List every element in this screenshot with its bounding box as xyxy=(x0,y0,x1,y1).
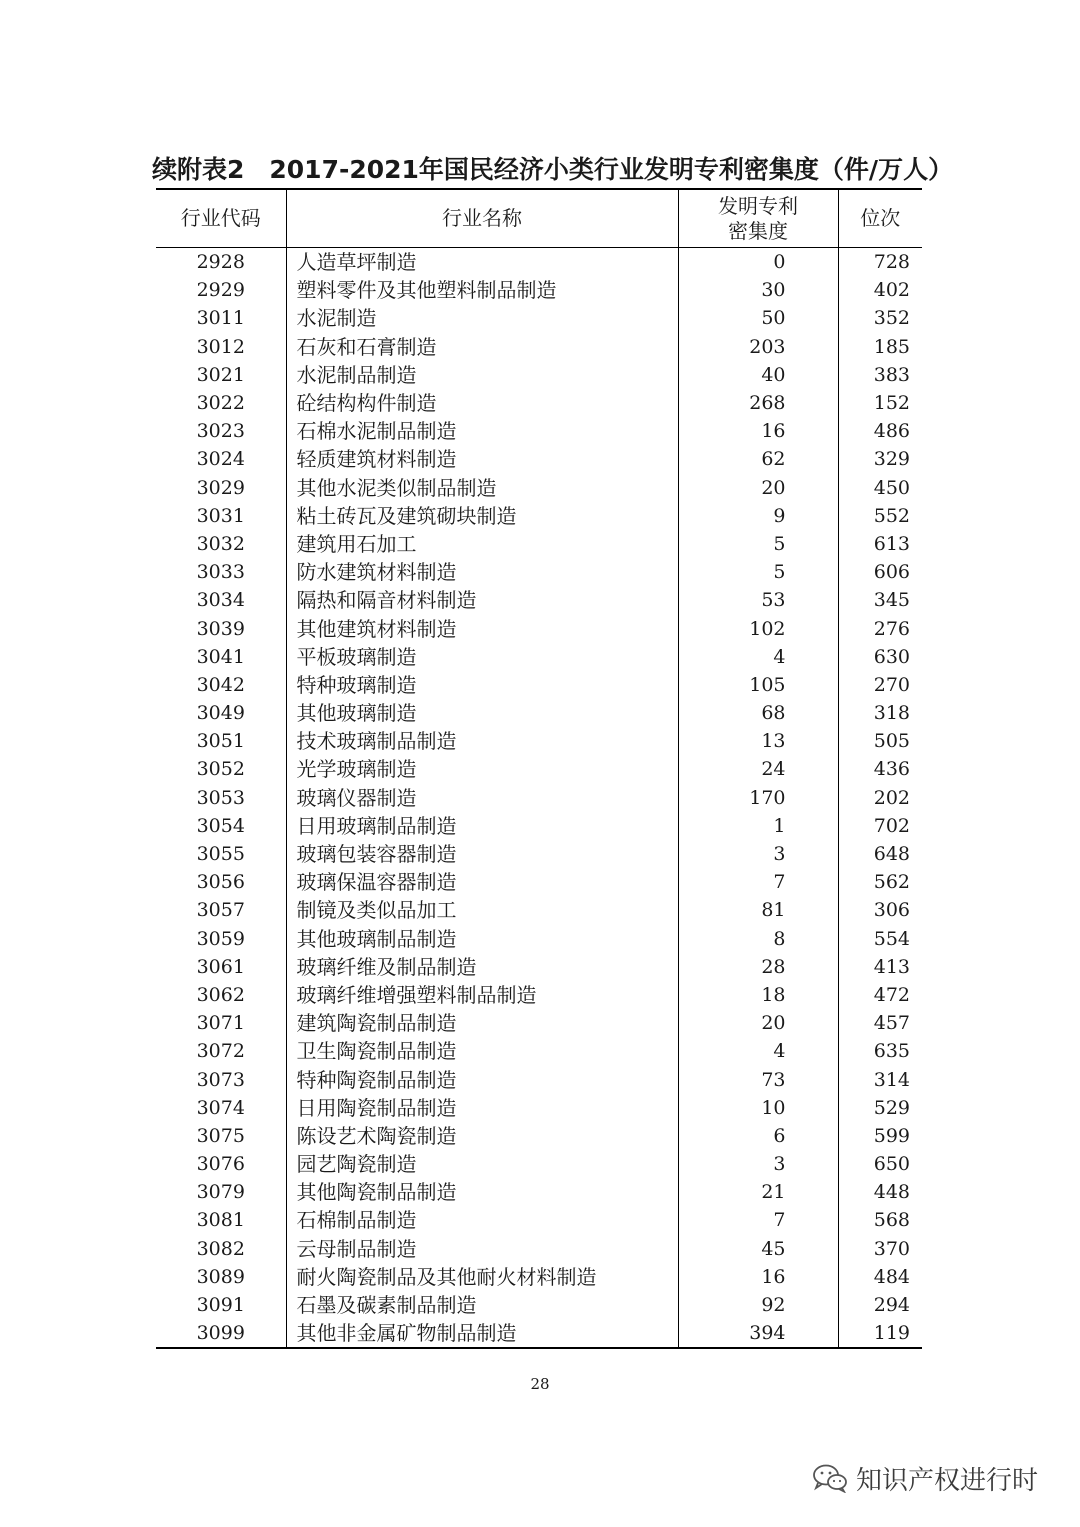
cell-code: 3075 xyxy=(196,1124,245,1147)
cell-code: 3022 xyxy=(196,392,245,415)
table-row xyxy=(156,896,922,924)
cell-code: 3021 xyxy=(196,363,245,386)
cell-name: 粘土砖瓦及建筑砌块制造 xyxy=(286,502,678,530)
cell-density: 3 xyxy=(678,840,838,868)
table-row xyxy=(156,304,922,332)
table-row xyxy=(156,812,922,840)
table-row xyxy=(156,614,922,642)
cell-density: 24 xyxy=(678,755,838,783)
cell-name: 技术玻璃制品制造 xyxy=(286,727,678,755)
cell-code: 2928 xyxy=(196,251,245,274)
cell-rank: 702 xyxy=(838,812,922,840)
cell-code: 3053 xyxy=(196,786,245,809)
cell-code: 3033 xyxy=(196,561,245,584)
cell-density: 268 xyxy=(678,389,838,417)
cell-density: 53 xyxy=(678,586,838,614)
cell-density: 13 xyxy=(678,727,838,755)
cell-rank: 294 xyxy=(838,1291,922,1319)
table-row xyxy=(156,981,922,1009)
cell-density: 16 xyxy=(678,417,838,445)
table-row xyxy=(156,389,922,417)
table-row xyxy=(156,333,922,361)
header-density-line2: 密集度 xyxy=(728,218,788,243)
cell-code: 3056 xyxy=(196,871,245,894)
cell-name: 人造草坪制造 xyxy=(286,248,678,277)
cell-code: 3081 xyxy=(196,1209,245,1232)
cell-rank: 562 xyxy=(838,868,922,896)
table-row xyxy=(156,840,922,868)
cell-name: 石棉制品制造 xyxy=(286,1206,678,1234)
cell-density: 20 xyxy=(678,474,838,502)
cell-name: 隔热和隔音材料制造 xyxy=(286,586,678,614)
cell-density: 5 xyxy=(678,530,838,558)
cell-code: 3082 xyxy=(196,1237,245,1260)
cell-density: 28 xyxy=(678,953,838,981)
table-row xyxy=(156,699,922,727)
cell-rank: 329 xyxy=(838,445,922,473)
table-row xyxy=(156,361,922,389)
cell-density: 4 xyxy=(678,643,838,671)
cell-name: 建筑用石加工 xyxy=(286,530,678,558)
cell-name: 日用陶瓷制品制造 xyxy=(286,1094,678,1122)
cell-rank: 314 xyxy=(838,1065,922,1093)
cell-name: 其他建筑材料制造 xyxy=(286,614,678,642)
cell-code: 3072 xyxy=(196,1040,245,1063)
cell-rank: 450 xyxy=(838,474,922,502)
cell-name: 塑料零件及其他塑料制品制造 xyxy=(286,276,678,304)
cell-name: 云母制品制造 xyxy=(286,1235,678,1263)
cell-density: 8 xyxy=(678,925,838,953)
cell-density: 16 xyxy=(678,1263,838,1291)
cell-name: 其他陶瓷制品制造 xyxy=(286,1178,678,1206)
cell-rank: 552 xyxy=(838,502,922,530)
cell-rank: 202 xyxy=(838,784,922,812)
cell-rank: 648 xyxy=(838,840,922,868)
cell-code: 3052 xyxy=(196,758,245,781)
cell-name: 玻璃保温容器制造 xyxy=(286,868,678,896)
cell-density: 203 xyxy=(678,333,838,361)
cell-code: 3039 xyxy=(196,617,245,640)
cell-name: 玻璃包装容器制造 xyxy=(286,840,678,868)
cell-rank: 505 xyxy=(838,727,922,755)
header-code: 行业代码 xyxy=(156,189,286,248)
watermark xyxy=(812,1458,1038,1498)
cell-code: 3042 xyxy=(196,673,245,696)
cell-name: 陈设艺术陶瓷制造 xyxy=(286,1122,678,1150)
cell-rank: 352 xyxy=(838,304,922,332)
table-row xyxy=(156,755,922,783)
cell-code: 3024 xyxy=(196,448,245,471)
table-row xyxy=(156,1037,922,1065)
cell-rank: 345 xyxy=(838,586,922,614)
cell-density: 10 xyxy=(678,1094,838,1122)
cell-code: 3071 xyxy=(196,1012,245,1035)
cell-density: 9 xyxy=(678,502,838,530)
cell-name: 耐火陶瓷制品及其他耐火材料制造 xyxy=(286,1263,678,1291)
header-row xyxy=(156,189,922,248)
cell-rank: 185 xyxy=(838,333,922,361)
cell-code: 3054 xyxy=(196,814,245,837)
cell-code: 3049 xyxy=(196,702,245,725)
table-row xyxy=(156,1291,922,1319)
cell-name: 轻质建筑材料制造 xyxy=(286,445,678,473)
cell-density: 40 xyxy=(678,361,838,389)
table-row xyxy=(156,1122,922,1150)
table-body xyxy=(156,248,922,1349)
cell-code: 3061 xyxy=(196,955,245,978)
cell-density: 50 xyxy=(678,304,838,332)
cell-name: 玻璃纤维增强塑料制品制造 xyxy=(286,981,678,1009)
cell-name: 石墨及碳素制品制造 xyxy=(286,1291,678,1319)
cell-name: 平板玻璃制造 xyxy=(286,643,678,671)
cell-rank: 306 xyxy=(838,896,922,924)
cell-code: 3029 xyxy=(196,476,245,499)
cell-name: 防水建筑材料制造 xyxy=(286,558,678,586)
cell-code: 3076 xyxy=(196,1153,245,1176)
header-density-line1: 发明专利 xyxy=(718,193,798,218)
cell-density: 170 xyxy=(678,784,838,812)
cell-rank: 318 xyxy=(838,699,922,727)
cell-name: 光学玻璃制造 xyxy=(286,755,678,783)
cell-density: 7 xyxy=(678,1206,838,1234)
table-row xyxy=(156,1065,922,1093)
cell-name: 特种陶瓷制品制造 xyxy=(286,1065,678,1093)
table-row xyxy=(156,1235,922,1263)
cell-density: 102 xyxy=(678,614,838,642)
cell-density: 21 xyxy=(678,1178,838,1206)
cell-rank: 635 xyxy=(838,1037,922,1065)
cell-density: 18 xyxy=(678,981,838,1009)
cell-rank: 119 xyxy=(838,1319,922,1348)
cell-density: 1 xyxy=(678,812,838,840)
cell-name: 其他玻璃制品制造 xyxy=(286,925,678,953)
cell-name: 卫生陶瓷制品制造 xyxy=(286,1037,678,1065)
cell-code: 3034 xyxy=(196,589,245,612)
table-row xyxy=(156,248,922,277)
page-number: 28 xyxy=(530,1375,550,1393)
cell-code: 3041 xyxy=(196,645,245,668)
cell-density: 92 xyxy=(678,1291,838,1319)
cell-rank: 457 xyxy=(838,1009,922,1037)
cell-name: 水泥制造 xyxy=(286,304,678,332)
cell-code: 2929 xyxy=(196,279,245,302)
cell-name: 其他水泥类似制品制造 xyxy=(286,474,678,502)
cell-code: 3079 xyxy=(196,1181,245,1204)
cell-code: 3057 xyxy=(196,899,245,922)
cell-name: 建筑陶瓷制品制造 xyxy=(286,1009,678,1037)
cell-rank: 568 xyxy=(838,1206,922,1234)
cell-rank: 630 xyxy=(838,643,922,671)
cell-density: 62 xyxy=(678,445,838,473)
cell-density: 105 xyxy=(678,671,838,699)
table-title: 续附表2 2017-2021年国民经济小类行业发明专利密集度（件/万人） xyxy=(152,155,954,184)
table-row xyxy=(156,868,922,896)
cell-rank: 370 xyxy=(838,1235,922,1263)
cell-name: 石棉水泥制品制造 xyxy=(286,417,678,445)
cell-density: 394 xyxy=(678,1319,838,1348)
cell-rank: 599 xyxy=(838,1122,922,1150)
table-row xyxy=(156,925,922,953)
cell-rank: 486 xyxy=(838,417,922,445)
table-row xyxy=(156,530,922,558)
cell-density: 30 xyxy=(678,276,838,304)
cell-name: 特种玻璃制造 xyxy=(286,671,678,699)
cell-density: 0 xyxy=(678,248,838,277)
cell-rank: 413 xyxy=(838,953,922,981)
cell-rank: 484 xyxy=(838,1263,922,1291)
table-row xyxy=(156,1094,922,1122)
table-row xyxy=(156,953,922,981)
cell-code: 3023 xyxy=(196,420,245,443)
table-row xyxy=(156,643,922,671)
table-row xyxy=(156,727,922,755)
cell-name: 石灰和石膏制造 xyxy=(286,333,678,361)
cell-code: 3051 xyxy=(196,730,245,753)
cell-rank: 383 xyxy=(838,361,922,389)
cell-name: 玻璃仪器制造 xyxy=(286,784,678,812)
watermark-text: 知识产权进行时 xyxy=(856,1465,1039,1496)
cell-density: 20 xyxy=(678,1009,838,1037)
table-row xyxy=(156,276,922,304)
table-row xyxy=(156,1206,922,1234)
cell-rank: 276 xyxy=(838,614,922,642)
header-rank: 位次 xyxy=(838,189,922,248)
cell-rank: 402 xyxy=(838,276,922,304)
table-row xyxy=(156,784,922,812)
cell-rank: 472 xyxy=(838,981,922,1009)
cell-density: 3 xyxy=(678,1150,838,1178)
cell-name: 砼结构构件制造 xyxy=(286,389,678,417)
table-row xyxy=(156,417,922,445)
table-row xyxy=(156,1178,922,1206)
cell-name: 其他非金属矿物制品制造 xyxy=(286,1319,678,1348)
cell-rank: 529 xyxy=(838,1094,922,1122)
cell-code: 3089 xyxy=(196,1265,245,1288)
cell-density: 81 xyxy=(678,896,838,924)
cell-code: 3062 xyxy=(196,983,245,1006)
cell-code: 3031 xyxy=(196,504,245,527)
cell-code: 3091 xyxy=(196,1294,245,1317)
cell-rank: 650 xyxy=(838,1150,922,1178)
cell-code: 3073 xyxy=(196,1068,245,1091)
cell-rank: 448 xyxy=(838,1178,922,1206)
cell-name: 玻璃纤维及制品制造 xyxy=(286,953,678,981)
table-row xyxy=(156,558,922,586)
cell-rank: 606 xyxy=(838,558,922,586)
cell-rank: 270 xyxy=(838,671,922,699)
cell-code: 3099 xyxy=(196,1322,245,1345)
cell-name: 水泥制品制造 xyxy=(286,361,678,389)
table-row xyxy=(156,1009,922,1037)
cell-rank: 436 xyxy=(838,755,922,783)
cell-density: 68 xyxy=(678,699,838,727)
cell-code: 3059 xyxy=(196,927,245,950)
table-row xyxy=(156,586,922,614)
cell-density: 4 xyxy=(678,1037,838,1065)
cell-density: 73 xyxy=(678,1065,838,1093)
cell-rank: 554 xyxy=(838,925,922,953)
table-row xyxy=(156,445,922,473)
cell-rank: 152 xyxy=(838,389,922,417)
cell-rank: 613 xyxy=(838,530,922,558)
table-row xyxy=(156,502,922,530)
cell-name: 制镜及类似品加工 xyxy=(286,896,678,924)
table-row xyxy=(156,474,922,502)
header-name: 行业名称 xyxy=(286,189,678,248)
table-row xyxy=(156,1263,922,1291)
table-row xyxy=(156,671,922,699)
cell-density: 45 xyxy=(678,1235,838,1263)
cell-name: 日用玻璃制品制造 xyxy=(286,812,678,840)
cell-name: 其他玻璃制造 xyxy=(286,699,678,727)
cell-density: 6 xyxy=(678,1122,838,1150)
cell-rank: 728 xyxy=(838,248,922,277)
header-density xyxy=(678,189,838,248)
cell-density: 5 xyxy=(678,558,838,586)
cell-code: 3032 xyxy=(196,532,245,555)
table-row xyxy=(156,1319,922,1348)
cell-code: 3011 xyxy=(196,307,245,330)
cell-density: 7 xyxy=(678,868,838,896)
cell-name: 园艺陶瓷制造 xyxy=(286,1150,678,1178)
cell-code: 3012 xyxy=(196,335,245,358)
table-row xyxy=(156,1150,922,1178)
wechat-icon xyxy=(812,1463,848,1493)
cell-code: 3055 xyxy=(196,843,245,866)
data-table xyxy=(156,188,922,1349)
cell-code: 3074 xyxy=(196,1096,245,1119)
